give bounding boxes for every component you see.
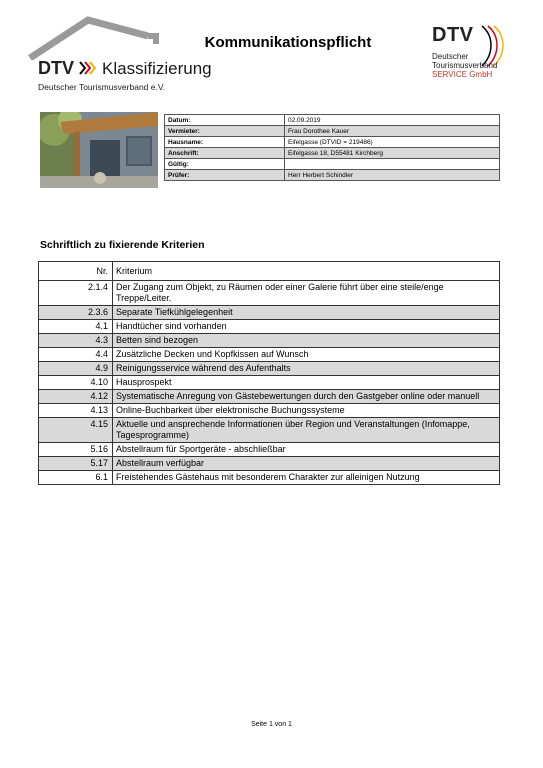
criterion-number: 4.10 (39, 376, 113, 390)
criterion-number: 4.12 (39, 390, 113, 404)
logo-right-line3: SERVICE GmbH (432, 70, 493, 79)
chevrons-icon (79, 61, 97, 75)
criterion-text: Abstellraum für Sportgeräte - abschließbar (113, 443, 500, 457)
criterion-text: Betten sind bezogen (113, 334, 500, 348)
criterion-number: 5.17 (39, 457, 113, 471)
info-row (165, 170, 500, 181)
criterion-number: 4.3 (39, 334, 113, 348)
criterion-text: Freistehendes Gästehaus mit besonderem Charakter zur alleinigen Nutzung (113, 471, 500, 485)
logo-right-subtitle (432, 52, 497, 79)
table-row (39, 457, 500, 471)
info-value: Eifelgasse 18, D55481 Kirchberg (285, 148, 500, 159)
criterion-number: 2.1.4 (39, 281, 113, 306)
criterion-number: 6.1 (39, 471, 113, 485)
table-row (39, 390, 500, 404)
house-roof-icon (28, 14, 188, 60)
table-row (39, 334, 500, 348)
info-table (164, 114, 500, 181)
criterion-text: Handtücher sind vorhanden (113, 320, 500, 334)
criterion-text: Abstellraum verfügbar (113, 457, 500, 471)
criterion-number: 4.13 (39, 404, 113, 418)
info-label: Datum: (165, 115, 285, 126)
logo-right-line2: Tourismusverband (432, 61, 498, 70)
dtv-service-logo (432, 24, 532, 94)
logo-left-brand: DTV (38, 58, 74, 78)
info-label: Vermieter: (165, 126, 285, 137)
criterion-number: 2.3.6 (39, 306, 113, 320)
house-photo (40, 112, 158, 188)
table-row (39, 320, 500, 334)
info-value: Frau Dorothee Kauer (285, 126, 500, 137)
info-row (165, 126, 500, 137)
criterion-text: Separate Tiefkühlgelegenheit (113, 306, 500, 320)
criterion-text: Hausprospekt (113, 376, 500, 390)
table-row (39, 348, 500, 362)
logo-right-brand: DTV (432, 24, 474, 46)
section-title: Schriftlich zu fixierende Kriterien (40, 239, 205, 251)
logo-right-line1: Deutscher (432, 52, 469, 61)
criterion-number: 4.15 (39, 418, 113, 443)
info-label: Gültig: (165, 159, 285, 170)
info-value: Eifelgasse (DTVID = 219486) (285, 137, 500, 148)
table-row (39, 281, 500, 306)
column-header-criterion: Kriterium (113, 262, 500, 281)
table-row (39, 418, 500, 443)
logo-left-text (38, 58, 212, 79)
table-row (39, 362, 500, 376)
page-footer: Seite 1 von 1 (251, 721, 292, 728)
criteria-header-row (39, 262, 500, 281)
criterion-text: Online-Buchbarkeit über elektronische Buchungssysteme (113, 404, 500, 418)
info-row (165, 159, 500, 170)
info-value: Herr Herbert Schindler (285, 170, 500, 181)
info-row (165, 137, 500, 148)
info-value: 02.09.2019 (285, 115, 500, 126)
info-row (165, 148, 500, 159)
page-title: Kommunikationspflicht (204, 34, 372, 51)
table-row (39, 404, 500, 418)
logo-left-subtitle: Deutscher Tourismusverband e.V. (38, 82, 166, 92)
table-row (39, 306, 500, 320)
info-label: Hausname: (165, 137, 285, 148)
dtv-klassifizierung-logo (28, 14, 212, 94)
info-label: Anschrift: (165, 148, 285, 159)
info-value (285, 159, 500, 170)
criterion-number: 5.16 (39, 443, 113, 457)
info-label: Prüfer: (165, 170, 285, 181)
column-header-nr: Nr. (39, 262, 113, 281)
criterion-number: 4.9 (39, 362, 113, 376)
logo-left-product: Klassifizierung (102, 59, 212, 78)
table-row (39, 471, 500, 485)
criteria-table (38, 261, 500, 485)
table-row (39, 443, 500, 457)
criterion-text: Der Zugang zum Objekt, zu Räumen oder einer Galerie führt über eine steile/enge Treppe/Leiter. (113, 281, 500, 306)
criterion-number: 4.1 (39, 320, 113, 334)
table-row (39, 376, 500, 390)
criterion-text: Zusätzliche Decken und Kopfkissen auf Wunsch (113, 348, 500, 362)
criterion-text: Systematische Anregung von Gästebewertungen durch den Gastgeber online oder manuell (113, 390, 500, 404)
info-row (165, 115, 500, 126)
criterion-text: Reinigungsservice während des Aufenthalts (113, 362, 500, 376)
criterion-number: 4.4 (39, 348, 113, 362)
criterion-text: Aktuelle und ansprechende Informationen über Region und Veranstaltungen (Infomappe, Tagesprogramme) (113, 418, 500, 443)
